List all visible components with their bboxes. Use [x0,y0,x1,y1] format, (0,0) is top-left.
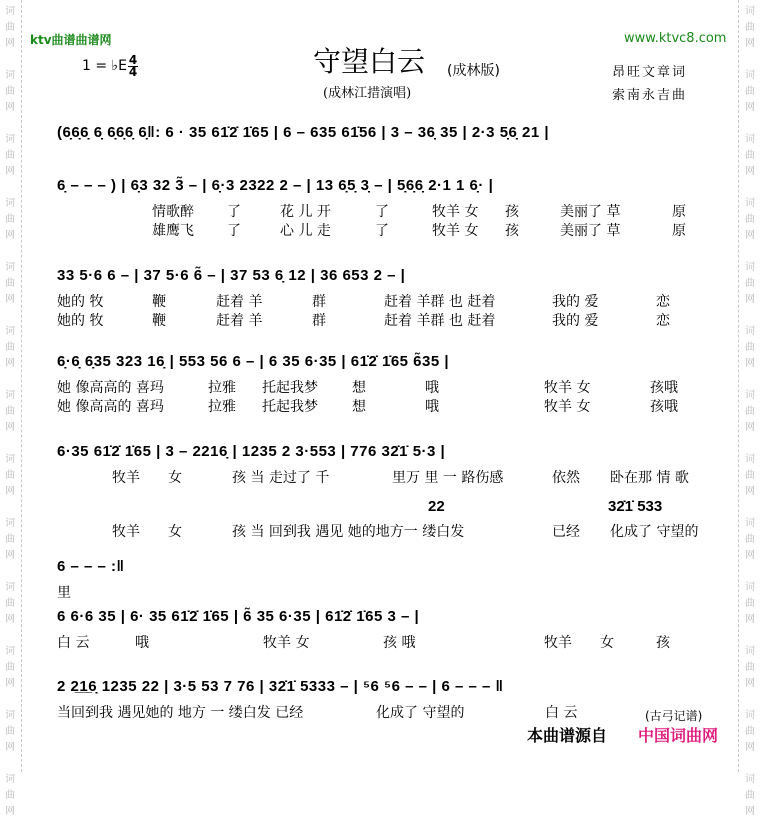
song-title: 守望白云 [313,45,426,78]
watermark-group: 词 曲 网 [5,646,15,689]
lyric-text: 她 像高高的 喜玛 [57,399,164,415]
lyric-text: 赶着 羊群 也 赶着 [384,294,496,310]
watermark-group: 词 曲 网 [745,710,755,753]
watermark-group: 词 曲 网 [745,6,755,49]
source-label: 本曲谱源自 [527,726,608,745]
lyric-text: 孩 哦 [383,635,416,651]
lyric-text: 化成了 守望的 [376,705,465,721]
lyric-text: 里万 里 一 路伤感 [392,470,504,486]
lyric-text: 她的 牧 [57,313,104,329]
lyric-text: 想 [352,399,366,415]
watermark-group: 词 曲 网 [5,198,15,241]
lyric-text: 孩 [656,635,670,651]
lyric-text: 女 [168,470,182,486]
notation-line: 2 2̲1̲6̣ 1235 22 | 3·5 53 7 76 | 32̇1̇ 5333 – | ⁵6 ⁵6 – – | 6 – – – ‖ [57,678,504,695]
lyric-text: 孩 [505,223,519,239]
site-logo-left[interactable]: ktv曲谱曲谱网 [30,33,112,47]
watermark-group: 词 曲 网 [745,390,755,433]
lyric-text: 原 [672,204,686,220]
lyric-text: 赶着 羊 [216,294,263,310]
lyric-text: 里 [57,585,71,601]
watermark-group: 词 曲 网 [745,326,755,369]
lyric-text: 哦 [135,635,149,651]
lyric-text: 孩哦 [650,399,678,415]
lyric-text: 哦 [425,399,439,415]
lyric-text: 牧羊 [544,635,572,651]
right-margin-divider [738,0,739,772]
watermark-group: 词 曲 网 [745,582,755,625]
notation-line: 6 6·6 35 | 6· 35 61̇2̇ 1̇65 | 6̃ 35 6·35 | 61̇2̇ 1̇65 3 – | [57,608,420,625]
transcriber-credit: (古弓记谱) [645,709,703,723]
notation-line: 6 – – – :‖ [57,558,125,575]
lyric-text: 牧羊 女 [263,635,310,651]
lyric-text: 美丽了 草 [560,223,621,239]
composer-credit: 索南永吉曲 [612,88,688,103]
lyric-text: 心 儿 走 [280,223,331,239]
watermark-group: 词 曲 网 [5,710,15,753]
watermark-group: 词 曲 网 [745,262,755,305]
lyric-text: 鞭 [152,294,166,310]
watermark-group: 词 曲 网 [745,70,755,113]
watermark-group: 词 曲 网 [745,518,755,561]
lyric-text: 孩哦 [650,380,678,396]
watermark-group: 词 曲 网 [5,262,15,305]
watermark-group: 词 曲 网 [5,70,15,113]
alt-notation: 32̇1̇ 533 [608,498,663,515]
lyric-text: 托起我梦 [262,399,318,415]
lyric-text: 女 [600,635,614,651]
time-bottom: 4 [128,65,138,79]
lyric-text: 白 云 [545,705,578,721]
lyric-text: 了 [375,223,389,239]
notation-line: 6̣ – – – ) | 6̣3 32 3̃ – | 6̣·3 2322 2 – | 13 6̣5̣ 3̣ – | 5̣6̣6̣ 2·1 1 6̣· | [57,177,494,194]
alt-notation: 22 [428,498,445,515]
watermark-group: 词 曲 网 [745,198,755,241]
lyric-text: 牧羊 女 [544,380,591,396]
lyric-text: 了 [375,204,389,220]
lyricist-credit: 昂旺文章词 [612,65,688,80]
lyric-text: 想 [352,380,366,396]
lyric-text: 情歌醉 [152,204,194,220]
lyric-text: 我的 爱 [552,294,599,310]
left-margin-divider [21,0,22,772]
lyric-text: 恋 [656,313,670,329]
watermark-group: 词 曲 网 [5,518,15,561]
lyric-text: 花 儿 开 [280,204,331,220]
lyric-text: 群 [312,313,326,329]
notation-line: 6̣·6̣ 6̣35 323 16̣ | 553 56 6 – | 6 35 6·35 | 61̇2̇ 1̇65 6̃35 | [57,353,450,370]
watermark-group: 词 曲 网 [5,390,15,433]
lyric-text: 当回到我 遇见她的 地方 一 缕白发 已经 [57,705,304,721]
lyric-text: 牧羊 [112,470,140,486]
alt-lyric-text: 已经 [552,524,580,540]
lyric-text: 她的 牧 [57,294,104,310]
alt-lyric-text: 化成了 守望的 [610,524,699,540]
lyric-text: 赶着 羊群 也 赶着 [384,313,496,329]
watermark-group: 词 曲 网 [5,134,15,177]
lyric-text: 拉雅 [208,399,236,415]
lyric-text: 赶着 羊 [216,313,263,329]
site-url-right[interactable]: www.ktvc8.com [624,31,727,46]
lyric-text: 鞭 [152,313,166,329]
alt-lyric-text: 孩 当 回到我 遇见 她的地方一 缕白发 [232,524,465,540]
alt-lyric-text: 女 [168,524,182,540]
watermark-group: 词 曲 网 [745,646,755,689]
lyric-text: 恋 [656,294,670,310]
singer-credit: (成林江措演唱) [323,86,412,101]
lyric-text: 了 [227,223,241,239]
lyric-text: 依然 [552,470,580,486]
left-watermark [0,0,20,832]
lyric-text: 牧羊 女 [544,399,591,415]
lyric-text: 拉雅 [208,380,236,396]
lyric-text: 牧羊 女 [432,204,479,220]
lyric-text: 雄鹰飞 [152,223,194,239]
lyric-text: 托起我梦 [262,380,318,396]
key-signature: 1 = ♭E [82,58,127,74]
song-version: (成林版) [447,63,500,79]
watermark-group: 词 曲 网 [745,454,755,497]
watermark-group: 词 曲 网 [5,774,15,817]
lyric-text: 群 [312,294,326,310]
source-site-link[interactable]: 中国词曲网 [638,726,719,745]
watermark-group: 词 曲 网 [5,582,15,625]
watermark-group: 词 曲 网 [5,454,15,497]
notation-line: 33 5·6 6 – | 37 5·6 6̃ – | 37 53 6̣ 12 | 36 653 2 – | [57,267,406,284]
right-watermark [740,0,760,832]
watermark-group: 词 曲 网 [745,134,755,177]
time-signature [128,55,138,78]
alt-lyric-text: 牧羊 [112,524,140,540]
watermark-group: 词 曲 网 [745,774,755,817]
lyric-text: 美丽了 草 [560,204,621,220]
lyric-text: 牧羊 女 [432,223,479,239]
lyric-text: 了 [227,204,241,220]
lyric-text: 孩 [505,204,519,220]
lyric-text: 哦 [425,380,439,396]
lyric-text: 白 云 [57,635,90,651]
time-top: 4 [128,53,138,67]
lyric-text: 原 [672,223,686,239]
lyric-text: 我的 爱 [552,313,599,329]
lyric-text: 她 像高高的 喜玛 [57,380,164,396]
lyric-text: 孩 当 走过了 千 [232,470,330,486]
watermark-group: 词 曲 网 [5,326,15,369]
notation-line: 6·35 61̇2̇ 1̇65 | 3 – 2216̣ | 1235 2 3·553 | 776 32̇1̇ 5·3 | [57,443,446,460]
watermark-group: 词 曲 网 [5,6,15,49]
lyric-text: 卧在那 情 歌 [610,470,689,486]
notation-line: (6̣6̣6̣ 6̣ 6̣6̣6̣ 6̣‖: 6 · 35 61̇2̇ 1̇65 | 6 – 635 61̇56 | 3 – 36̣ 35 | 2·3 5̣6̣ 21 | [57,124,550,141]
